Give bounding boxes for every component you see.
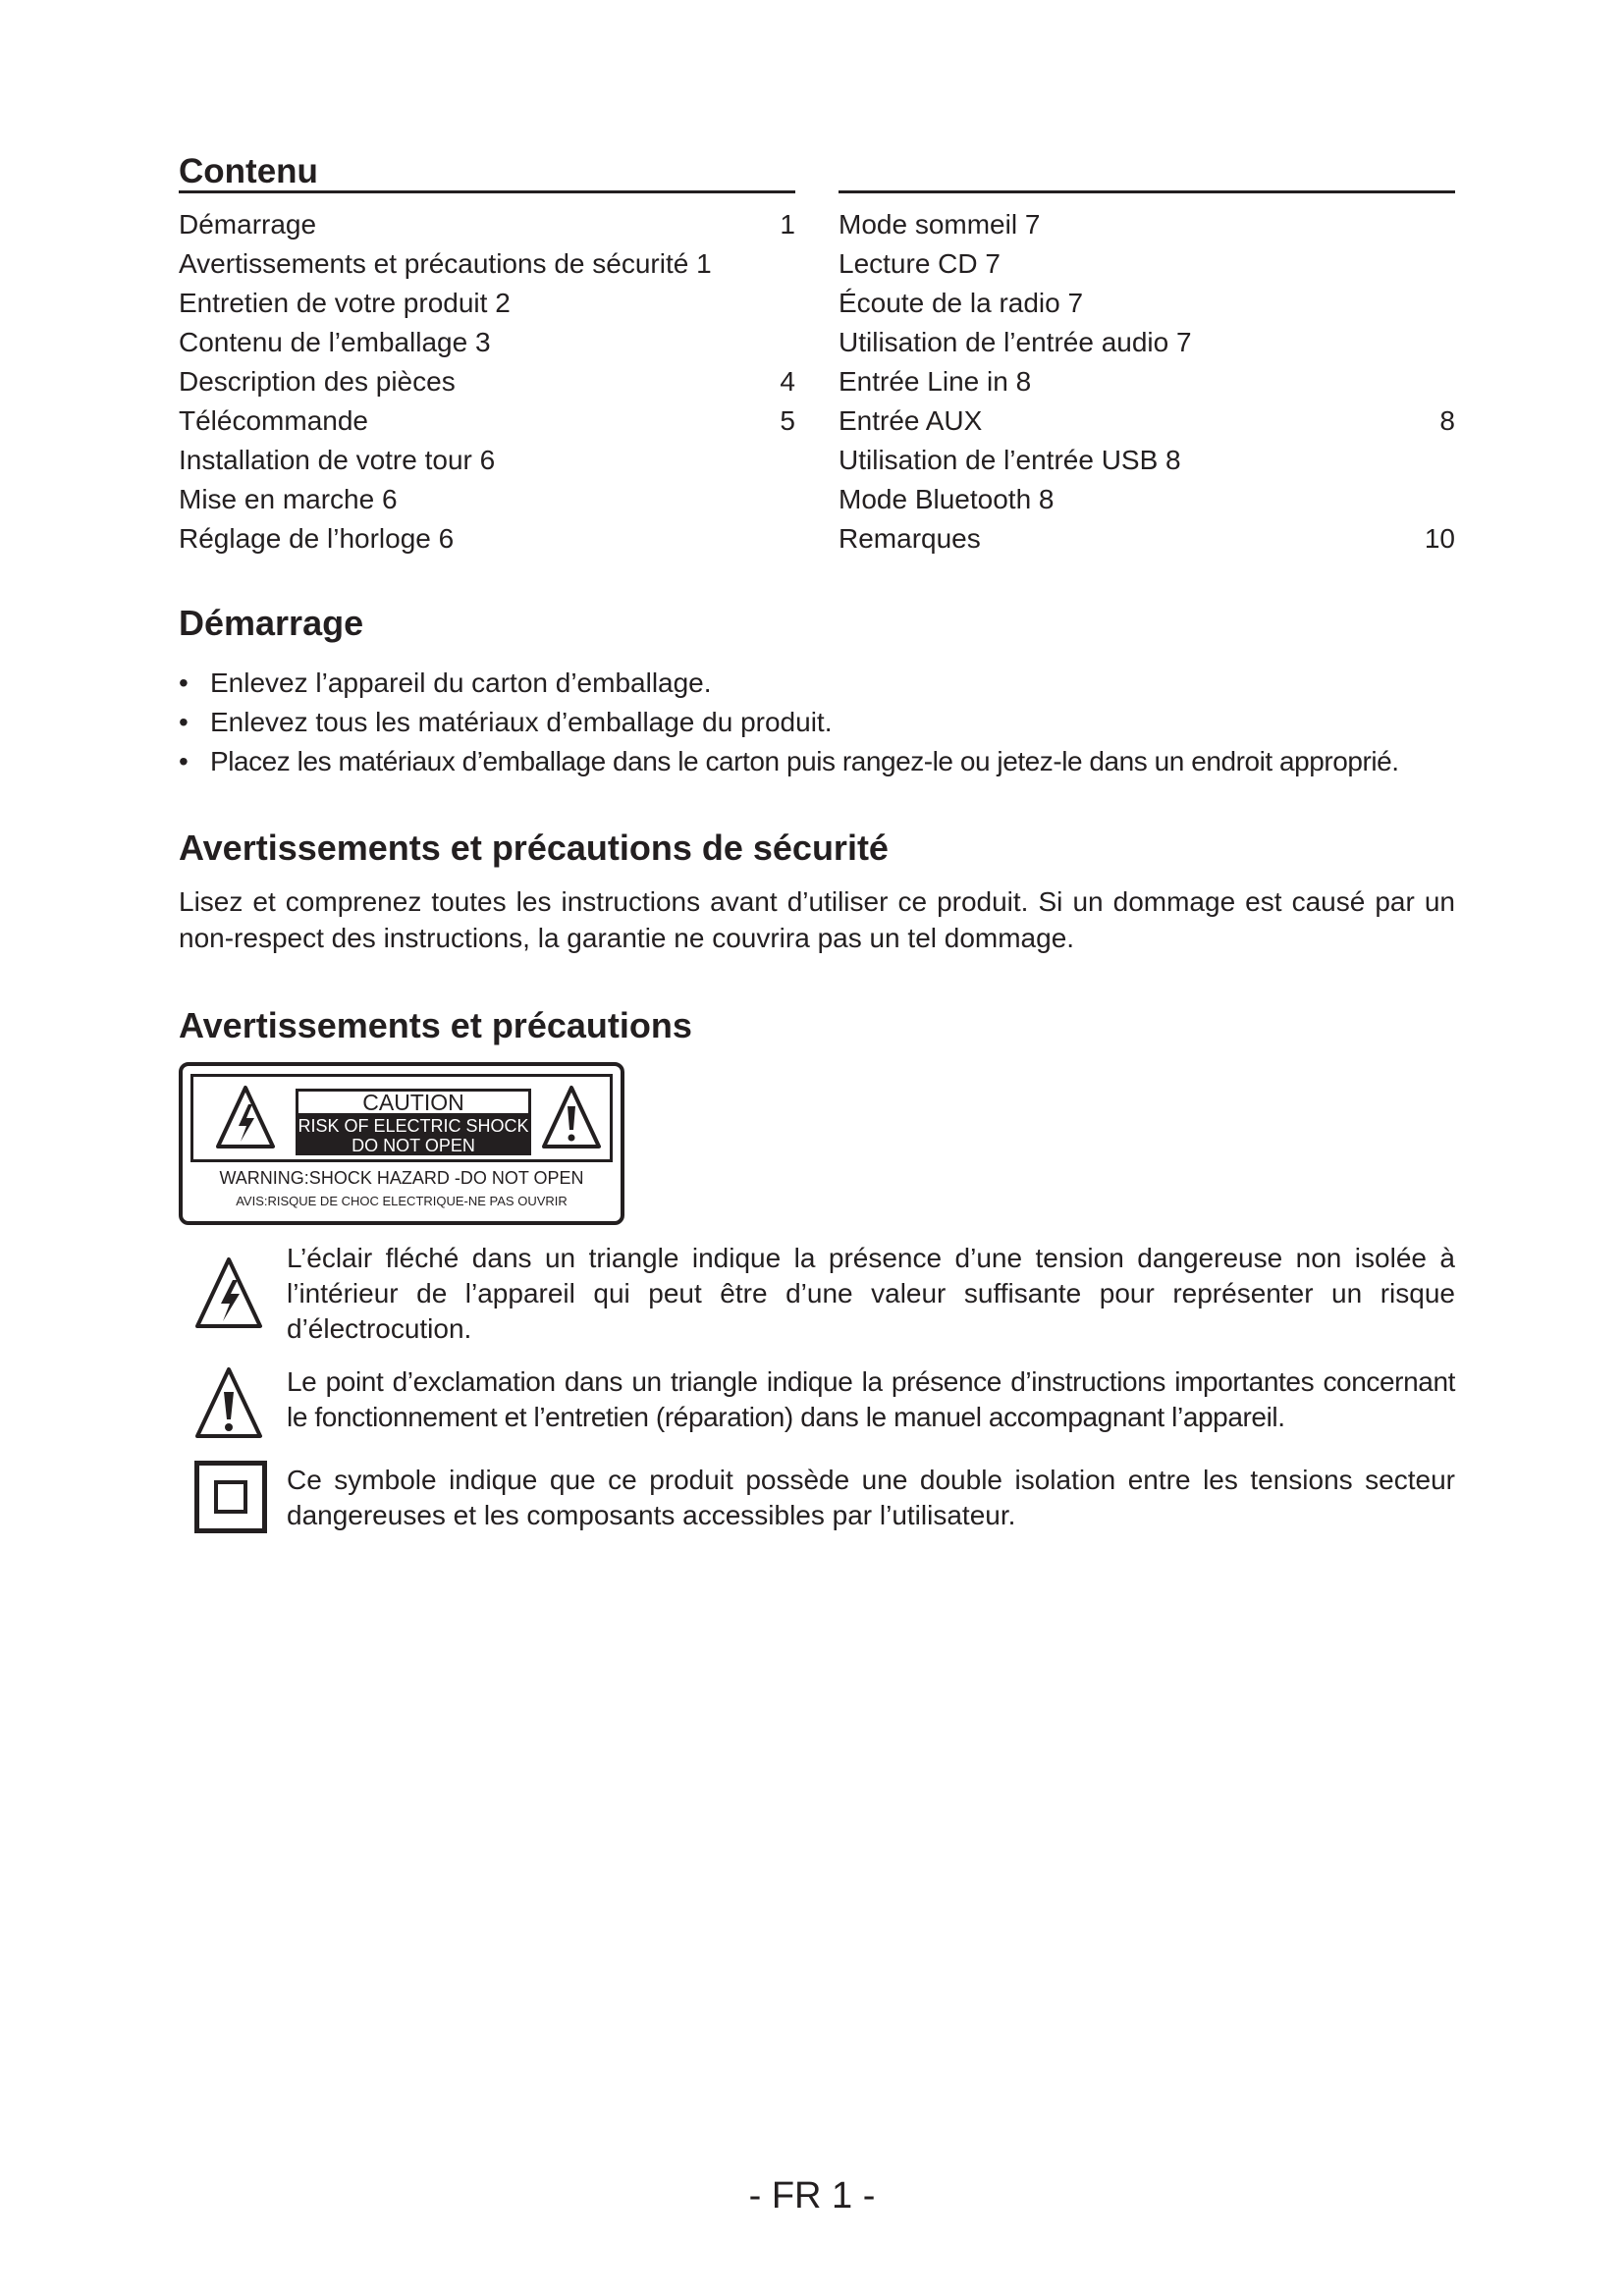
toc-entry-label: Mise en marche 6: [179, 484, 398, 514]
toc-entry: [179, 362, 795, 401]
toc-entry: [179, 284, 795, 323]
toc-entry-page: 1: [780, 209, 795, 240]
symbol-description: Le point d’exclamation dans un triangle indique la présence d’instructions importantes concernant le fonctionnement et l’entretien (réparation) dans le manuel accompagnant l’appareil.: [287, 1366, 1455, 1432]
warnings-heading: Avertissements et précautions: [179, 1005, 692, 1045]
lightning-triangle-icon: [194, 1256, 263, 1329]
toc-entry-label: Utilisation de l’entrée USB 8: [839, 445, 1181, 475]
list-item-text: Enlevez tous les matériaux d’emballage du produit.: [210, 707, 833, 737]
double-insulation-icon: [194, 1461, 267, 1533]
toc-entry: [839, 244, 1455, 284]
toc-entry: [179, 205, 795, 244]
risk-of-shock-banner: [296, 1116, 531, 1155]
bullet-icon: •: [179, 667, 189, 698]
toc-entry: [179, 480, 795, 519]
toc-entry-label: Mode Bluetooth 8: [839, 484, 1055, 514]
exclamation-triangle-icon: [194, 1366, 263, 1439]
demarrage-bullet-list: [179, 664, 1455, 781]
toc-entry-label: Contenu de l’emballage 3: [179, 327, 491, 357]
avis-text: AVIS:RISQUE DE CHOC ELECTRIQUE-NE PAS OUVRIR: [236, 1194, 568, 1208]
toc-entry-label: Installation de votre tour 6: [179, 445, 496, 475]
toc-left-column: [179, 205, 795, 559]
toc-entry-label: Réglage de l’horloge 6: [179, 523, 455, 554]
toc-entry: [839, 323, 1455, 362]
toc-entry-page: 8: [1439, 405, 1455, 436]
exclamation-triangle-icon: [541, 1085, 602, 1149]
page-number: - FR 1 -: [748, 2175, 876, 2216]
list-item: [179, 742, 1455, 781]
toc-entry-label: Mode sommeil 7: [839, 209, 1041, 240]
toc-entry: [839, 519, 1455, 559]
toc-entry-label: Démarrage: [179, 209, 317, 240]
list-item-text: Enlevez l’appareil du carton d’emballage.: [210, 667, 712, 698]
safety-paragraph: Lisez et comprenez toutes les instructions avant d’utiliser ce produit. Si un dommage est causé par un non-respect des instructions, la garantie ne couvrira pas un tel dommage.: [179, 886, 1455, 953]
toc-entry: [839, 362, 1455, 401]
caution-text: CAUTION: [296, 1089, 531, 1116]
warning-text: WARNING:SHOCK HAZARD -DO NOT OPEN: [219, 1168, 584, 1188]
toc-entry-label: Entrée Line in 8: [839, 366, 1032, 397]
toc-entry-label: Écoute de la radio 7: [839, 288, 1084, 318]
toc-entry-label: Description des pièces: [179, 366, 456, 397]
toc-right-column: [839, 205, 1455, 559]
toc-entry-label: Lecture CD 7: [839, 248, 1001, 279]
toc-entry-label: Entretien de votre produit 2: [179, 288, 511, 318]
caution-label: [179, 1062, 624, 1225]
toc-entry: [179, 441, 795, 480]
list-item: [179, 703, 1455, 742]
toc-entry-page: 5: [780, 405, 795, 436]
toc-entry: [179, 323, 795, 362]
risk-line-1: RISK OF ELECTRIC SHOCK: [298, 1116, 529, 1136]
toc-rule-right: [839, 190, 1455, 193]
demarrage-heading: Démarrage: [179, 603, 364, 643]
toc-entry-label: Télécommande: [179, 405, 368, 436]
toc-entry-label: Avertissements et précautions de sécurité 1: [179, 248, 712, 279]
toc-entry: [839, 480, 1455, 519]
toc-entry: [839, 284, 1455, 323]
toc-entry: [839, 441, 1455, 480]
toc-entry: [839, 205, 1455, 244]
toc-entry: [179, 401, 795, 441]
toc-entry: [179, 244, 795, 284]
toc-entry-page: 10: [1424, 523, 1455, 554]
lightning-triangle-icon: [215, 1085, 276, 1149]
toc-entry-label: Entrée AUX: [839, 405, 983, 436]
list-item-text: Placez les matériaux d’emballage dans le carton puis rangez-le ou jetez-le dans un endroit approprié.: [210, 746, 1399, 776]
toc-title: Contenu: [179, 152, 318, 190]
toc-entry: [839, 401, 1455, 441]
toc-entry-label: Utilisation de l’entrée audio 7: [839, 327, 1192, 357]
caution-label-top-panel: [190, 1074, 613, 1162]
bullet-icon: •: [179, 707, 189, 737]
symbol-description: Ce symbole indique que ce produit possède une double isolation entre les tensions secteur dangereuses et les composants accessibles par l’utilisateur.: [287, 1465, 1455, 1530]
toc-entry-page: 4: [780, 366, 795, 397]
toc-entry: [179, 519, 795, 559]
toc-entry-label: Remarques: [839, 523, 981, 554]
bullet-icon: •: [179, 746, 189, 776]
safety-heading: Avertissements et précautions de sécurité: [179, 828, 889, 868]
risk-line-2: DO NOT OPEN: [352, 1136, 475, 1155]
list-item: [179, 664, 1455, 703]
toc-rule-left: [179, 190, 795, 193]
symbol-description: L’éclair fléché dans un triangle indique la présence d’une tension dangereuse non isolée à l’intérieur de l’appareil qui peut être d’une valeur suffisante pour représenter un risque d’électrocution.: [287, 1243, 1455, 1344]
